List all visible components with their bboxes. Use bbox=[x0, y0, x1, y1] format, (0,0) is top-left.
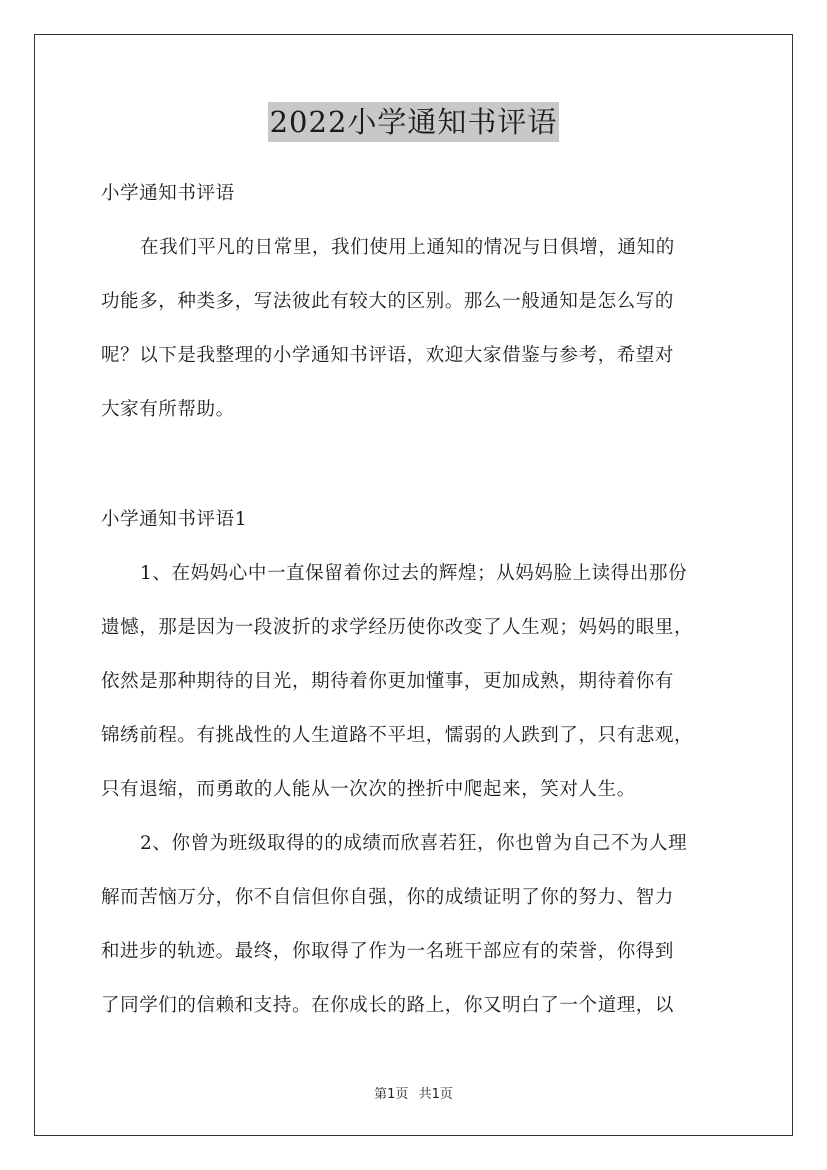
page-number: 第1页 bbox=[374, 1087, 409, 1102]
para2-line-2: 解而苦恼万分，你不自信但你自强，你的成绩证明了你的努力、智力 bbox=[101, 887, 675, 908]
para1-line-4: 锦绣前程。有挑战性的人生道路不平坦，懦弱的人跌到了，只有悲观， bbox=[101, 725, 694, 746]
para1-line-3: 依然是那种期待的目光，期待着你更加懂事，更加成熟，期待着你有 bbox=[101, 671, 675, 692]
title-container bbox=[0, 102, 827, 142]
page-total: 共1页 bbox=[418, 1087, 453, 1102]
section-heading-1: 小学通知书评语1 bbox=[101, 509, 248, 530]
para2-line-1: 2、你曾为班级取得的的成绩而欣喜若狂，你也曾为自己不为人理 bbox=[140, 833, 688, 854]
document-title: 2022小学通知书评语 bbox=[268, 102, 560, 142]
intro-line-3: 呢？以下是我整理的小学通知书评语，欢迎大家借鉴与参考，希望对 bbox=[101, 345, 675, 366]
intro-line-2: 功能多，种类多，写法彼此有较大的区别。那么一般通知是怎么写的 bbox=[101, 291, 675, 312]
subtitle: 小学通知书评语 bbox=[101, 183, 235, 204]
para1-line-5: 只有退缩，而勇敢的人能从一次次的挫折中爬起来，笑对人生。 bbox=[101, 779, 636, 800]
para1-line-1: 1、在妈妈心中一直保留着你过去的辉煌；从妈妈脸上读得出那份 bbox=[140, 563, 688, 584]
para2-line-4: 了同学们的信赖和支持。在你成长的路上，你又明白了一个道理，以 bbox=[101, 995, 675, 1016]
para1-line-2: 遗憾，那是因为一段波折的求学经历使你改变了人生观；妈妈的眼里， bbox=[101, 617, 694, 638]
intro-line-4: 大家有所帮助。 bbox=[101, 399, 235, 420]
page-footer bbox=[0, 1083, 827, 1102]
intro-line-1: 在我们平凡的日常里，我们使用上通知的情况与日俱增，通知的 bbox=[140, 237, 675, 258]
para2-line-3: 和进步的轨迹。最终，你取得了作为一名班干部应有的荣誉，你得到 bbox=[101, 941, 675, 962]
